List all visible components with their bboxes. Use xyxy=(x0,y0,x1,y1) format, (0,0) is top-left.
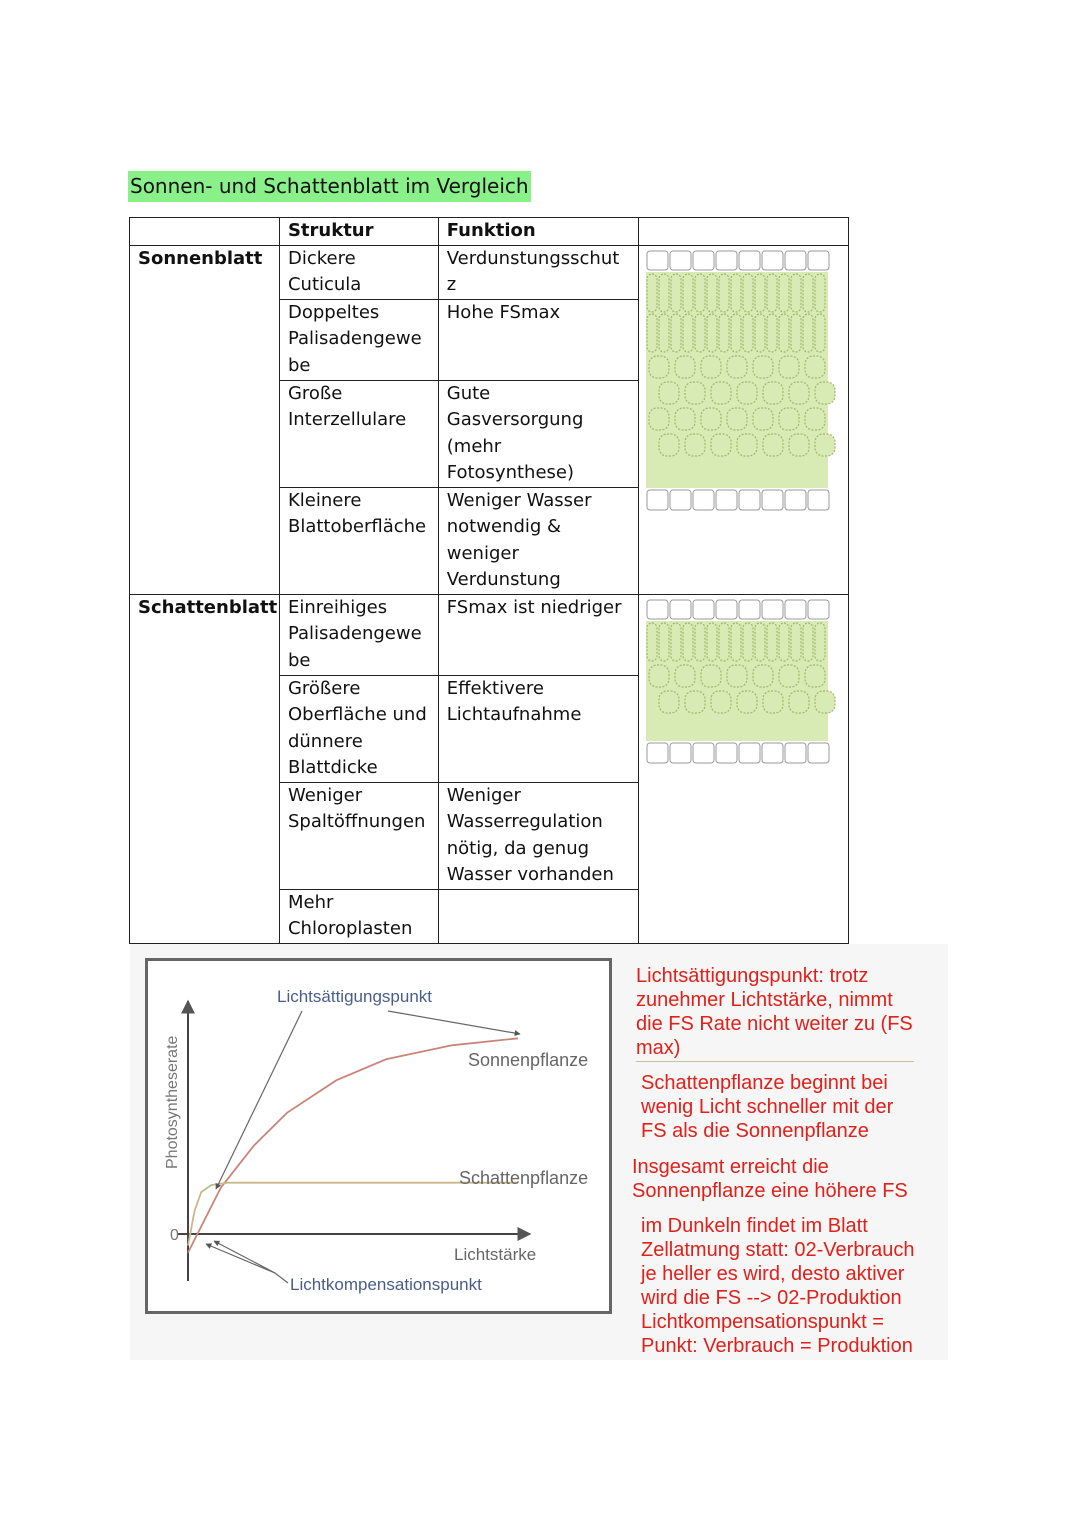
palisade-cell xyxy=(647,623,657,661)
palisade-cell xyxy=(791,314,801,352)
note-line: Zellatmung statt: 02-Verbrauch xyxy=(641,1239,915,1261)
series-label-schattenpflanze: Schattenpflanze xyxy=(459,1168,589,1188)
palisade-cell xyxy=(803,314,813,352)
epidermis-cell xyxy=(693,251,714,270)
spongy-cell xyxy=(779,356,799,378)
struktur-cell: Einreihiges Palisadengewe be xyxy=(279,594,438,675)
epidermis-cell xyxy=(670,600,691,619)
spongy-cell xyxy=(711,382,731,404)
struktur-cell: Weniger Spaltöffnungen xyxy=(279,782,438,889)
spongy-cell xyxy=(649,356,669,378)
spongy-cell xyxy=(763,382,783,404)
palisade-cell xyxy=(671,274,681,312)
palisade-cell xyxy=(803,623,813,661)
palisade-cell xyxy=(731,623,741,661)
note-insgesamt xyxy=(632,1155,908,1203)
sun-leaf-image-cell xyxy=(639,245,849,594)
epidermis-cell xyxy=(670,743,691,763)
spongy-cell xyxy=(805,665,825,687)
epidermis-cell xyxy=(647,743,668,763)
spongy-cell xyxy=(649,665,669,687)
struktur-cell: Kleinere Blattoberfläche xyxy=(279,487,438,594)
funktion-cell: FSmax ist niedriger xyxy=(438,594,639,675)
epidermis-cell xyxy=(762,251,783,270)
palisade-cell xyxy=(719,314,729,352)
palisade-cell xyxy=(743,314,753,352)
funktion-cell: Effektivere Lichtaufnahme xyxy=(438,675,639,782)
spongy-cell xyxy=(789,382,809,404)
note-line: Lichtsättigungspunkt: trotz xyxy=(636,965,869,987)
table-row xyxy=(130,594,849,675)
palisade-cell xyxy=(695,274,705,312)
spongy-cell xyxy=(685,434,705,456)
spongy-cell xyxy=(685,382,705,404)
palisade-cell xyxy=(815,314,825,352)
epidermis-cell xyxy=(808,600,829,619)
palisade-cell xyxy=(695,623,705,661)
note-schattenpflanze xyxy=(641,1071,893,1143)
epidermis-cell xyxy=(785,600,806,619)
epidermis-cell xyxy=(785,743,806,763)
note-line: Schattenpflanze beginnt bei xyxy=(641,1072,888,1094)
epidermis-cell xyxy=(808,251,829,270)
spongy-cell xyxy=(649,408,669,430)
epidermis-cell xyxy=(693,743,714,763)
palisade-cell xyxy=(755,623,765,661)
palisade-cell xyxy=(815,274,825,312)
spongy-cell xyxy=(763,691,783,713)
spongy-cell xyxy=(737,434,757,456)
arrow-kompensation-2 xyxy=(214,1241,275,1273)
palisade-cell xyxy=(779,623,789,661)
palisade-cell xyxy=(671,314,681,352)
palisade-cell xyxy=(707,623,717,661)
epidermis-cell xyxy=(716,743,737,763)
palisade-cell xyxy=(707,274,717,312)
chart-svg xyxy=(148,961,609,1311)
palisade-cell xyxy=(791,623,801,661)
header-struktur: Struktur xyxy=(279,218,438,246)
epidermis-cell xyxy=(716,490,737,510)
note-line: Sonnenpflanze eine höhere FS xyxy=(632,1180,908,1202)
spongy-cell xyxy=(789,691,809,713)
spongy-cell xyxy=(727,356,747,378)
palisade-cell xyxy=(731,314,741,352)
spongy-cell xyxy=(711,434,731,456)
arrow-saettigung-shade xyxy=(216,1011,302,1189)
funktion-cell xyxy=(438,889,639,943)
annotation-lichtkompensationspunkt: Lichtkompensationspunkt xyxy=(290,1275,482,1294)
note-line: die FS Rate nicht weiter zu (FS xyxy=(636,1013,913,1035)
spongy-cell xyxy=(815,691,835,713)
epidermis-cell xyxy=(808,743,829,763)
epidermis-cell xyxy=(785,251,806,270)
epidermis-cell xyxy=(739,743,760,763)
series-label-sonnenpflanze: Sonnenpflanze xyxy=(468,1050,589,1070)
y-axis-label: Photosyntheserate xyxy=(164,1035,181,1169)
spongy-cell xyxy=(753,408,773,430)
spongy-cell xyxy=(685,691,705,713)
struktur-cell: Dickere Cuticula xyxy=(279,245,438,299)
note-line: je heller es wird, desto aktiver xyxy=(641,1263,905,1285)
palisade-cell xyxy=(779,314,789,352)
shade-leaf-cross-section xyxy=(646,599,836,765)
note-line: FS als die Sonnenpflanze xyxy=(641,1120,869,1142)
spongy-cell xyxy=(753,356,773,378)
palisade-cell xyxy=(683,314,693,352)
spongy-cell xyxy=(701,665,721,687)
palisade-cell xyxy=(659,274,669,312)
header-funktion: Funktion xyxy=(438,218,639,246)
spongy-cell xyxy=(659,691,679,713)
epidermis-cell xyxy=(647,251,668,270)
arrow-kompensation xyxy=(206,1244,288,1283)
spongy-cell xyxy=(675,665,695,687)
epidermis-cell xyxy=(670,251,691,270)
spongy-cell xyxy=(659,382,679,404)
note-divider xyxy=(636,1061,914,1062)
palisade-cell xyxy=(803,274,813,312)
palisade-cell xyxy=(743,274,753,312)
note-line: wenig Licht schneller mit der xyxy=(641,1096,894,1118)
arrow-saettigung-sun xyxy=(388,1011,520,1034)
epidermis-cell xyxy=(693,490,714,510)
palisade-cell xyxy=(719,274,729,312)
palisade-cell xyxy=(767,274,777,312)
epidermis-cell xyxy=(785,490,806,510)
spongy-cell xyxy=(659,434,679,456)
epidermis-cell xyxy=(647,490,668,510)
group-schattenblatt: Schattenblatt xyxy=(130,594,280,943)
note-line: zunehmer Lichtstärke, nimmt xyxy=(636,989,893,1011)
palisade-cell xyxy=(647,314,657,352)
spongy-cell xyxy=(701,356,721,378)
spongy-cell xyxy=(737,382,757,404)
spongy-cell xyxy=(727,408,747,430)
struktur-cell: Größere Oberfläche und dünnere Blattdicke xyxy=(279,675,438,782)
palisade-cell xyxy=(743,623,753,661)
struktur-cell: Große Interzellulare xyxy=(279,380,438,487)
note-line: max) xyxy=(636,1037,681,1059)
palisade-cell xyxy=(779,274,789,312)
note-line: Punkt: Verbrauch = Produktion xyxy=(641,1335,913,1357)
spongy-cell xyxy=(805,408,825,430)
spongy-cell xyxy=(711,691,731,713)
palisade-cell xyxy=(719,623,729,661)
photosynthesis-chart xyxy=(145,958,612,1314)
note-line: Lichtkompensationspunkt = xyxy=(641,1311,884,1333)
epidermis-cell xyxy=(693,600,714,619)
palisade-cell xyxy=(731,274,741,312)
group-sonnenblatt: Sonnenblatt xyxy=(130,245,280,594)
epidermis-cell xyxy=(670,490,691,510)
epidermis-cell xyxy=(739,251,760,270)
note-line: wird die FS --> 02-Produktion xyxy=(641,1287,902,1309)
series-line-schattenpflanze xyxy=(188,1183,518,1246)
epidermis-cell xyxy=(762,600,783,619)
epidermis-cell xyxy=(647,600,668,619)
epidermis-cell xyxy=(739,490,760,510)
table-row xyxy=(130,245,849,299)
x-axis-label: Lichtstärke xyxy=(454,1245,537,1264)
header-empty xyxy=(130,218,280,246)
spongy-cell xyxy=(753,665,773,687)
palisade-cell xyxy=(659,623,669,661)
palisade-cell xyxy=(755,274,765,312)
epidermis-cell xyxy=(762,490,783,510)
spongy-cell xyxy=(815,434,835,456)
comparison-table xyxy=(129,217,849,944)
note-dunkeln xyxy=(641,1214,914,1358)
palisade-cell xyxy=(815,623,825,661)
epidermis-cell xyxy=(739,600,760,619)
palisade-cell xyxy=(647,274,657,312)
funktion-cell: Weniger Wasserregulation nötig, da genug Wasser vorhanden xyxy=(438,782,639,889)
spongy-cell xyxy=(779,665,799,687)
funktion-cell: Hohe FSmax xyxy=(438,299,639,380)
note-line: Insgesamt erreicht die xyxy=(632,1156,829,1178)
palisade-cell xyxy=(695,314,705,352)
spongy-cell xyxy=(779,408,799,430)
page-title: Sonnen- und Schattenblatt im Vergleich xyxy=(128,171,531,202)
funktion-cell: Weniger Wasser notwendig & weniger Verdunstung xyxy=(438,487,639,594)
struktur-cell: Doppeltes Palisadengewe be xyxy=(279,299,438,380)
epidermis-cell xyxy=(808,490,829,510)
spongy-cell xyxy=(763,434,783,456)
spongy-cell xyxy=(675,408,695,430)
palisade-cell xyxy=(683,274,693,312)
palisade-cell xyxy=(767,314,777,352)
palisade-cell xyxy=(755,314,765,352)
shade-leaf-image-cell xyxy=(639,594,849,943)
palisade-cell xyxy=(683,623,693,661)
spongy-cell xyxy=(675,356,695,378)
epidermis-cell xyxy=(762,743,783,763)
header-image xyxy=(639,218,849,246)
y-tick-zero: 0 xyxy=(170,1227,179,1244)
sun-leaf-cross-section xyxy=(646,250,836,512)
annotation-lichtsaettigungspunkt: Lichtsättigungspunkt xyxy=(277,987,432,1006)
epidermis-cell xyxy=(716,600,737,619)
table-header-row xyxy=(130,218,849,246)
funktion-cell: Verdunstungsschut z xyxy=(438,245,639,299)
funktion-cell: Gute Gasversorgung (mehr Fotosynthese) xyxy=(438,380,639,487)
palisade-cell xyxy=(671,623,681,661)
struktur-cell: Mehr Chloroplasten xyxy=(279,889,438,943)
spongy-cell xyxy=(701,408,721,430)
palisade-cell xyxy=(659,314,669,352)
spongy-cell xyxy=(789,434,809,456)
note-saettigung xyxy=(636,964,913,1060)
spongy-cell xyxy=(805,356,825,378)
spongy-cell xyxy=(727,665,747,687)
note-line: im Dunkeln findet im Blatt xyxy=(641,1215,868,1237)
palisade-cell xyxy=(767,623,777,661)
spongy-cell xyxy=(815,382,835,404)
palisade-cell xyxy=(707,314,717,352)
palisade-cell xyxy=(791,274,801,312)
epidermis-cell xyxy=(716,251,737,270)
spongy-cell xyxy=(737,691,757,713)
